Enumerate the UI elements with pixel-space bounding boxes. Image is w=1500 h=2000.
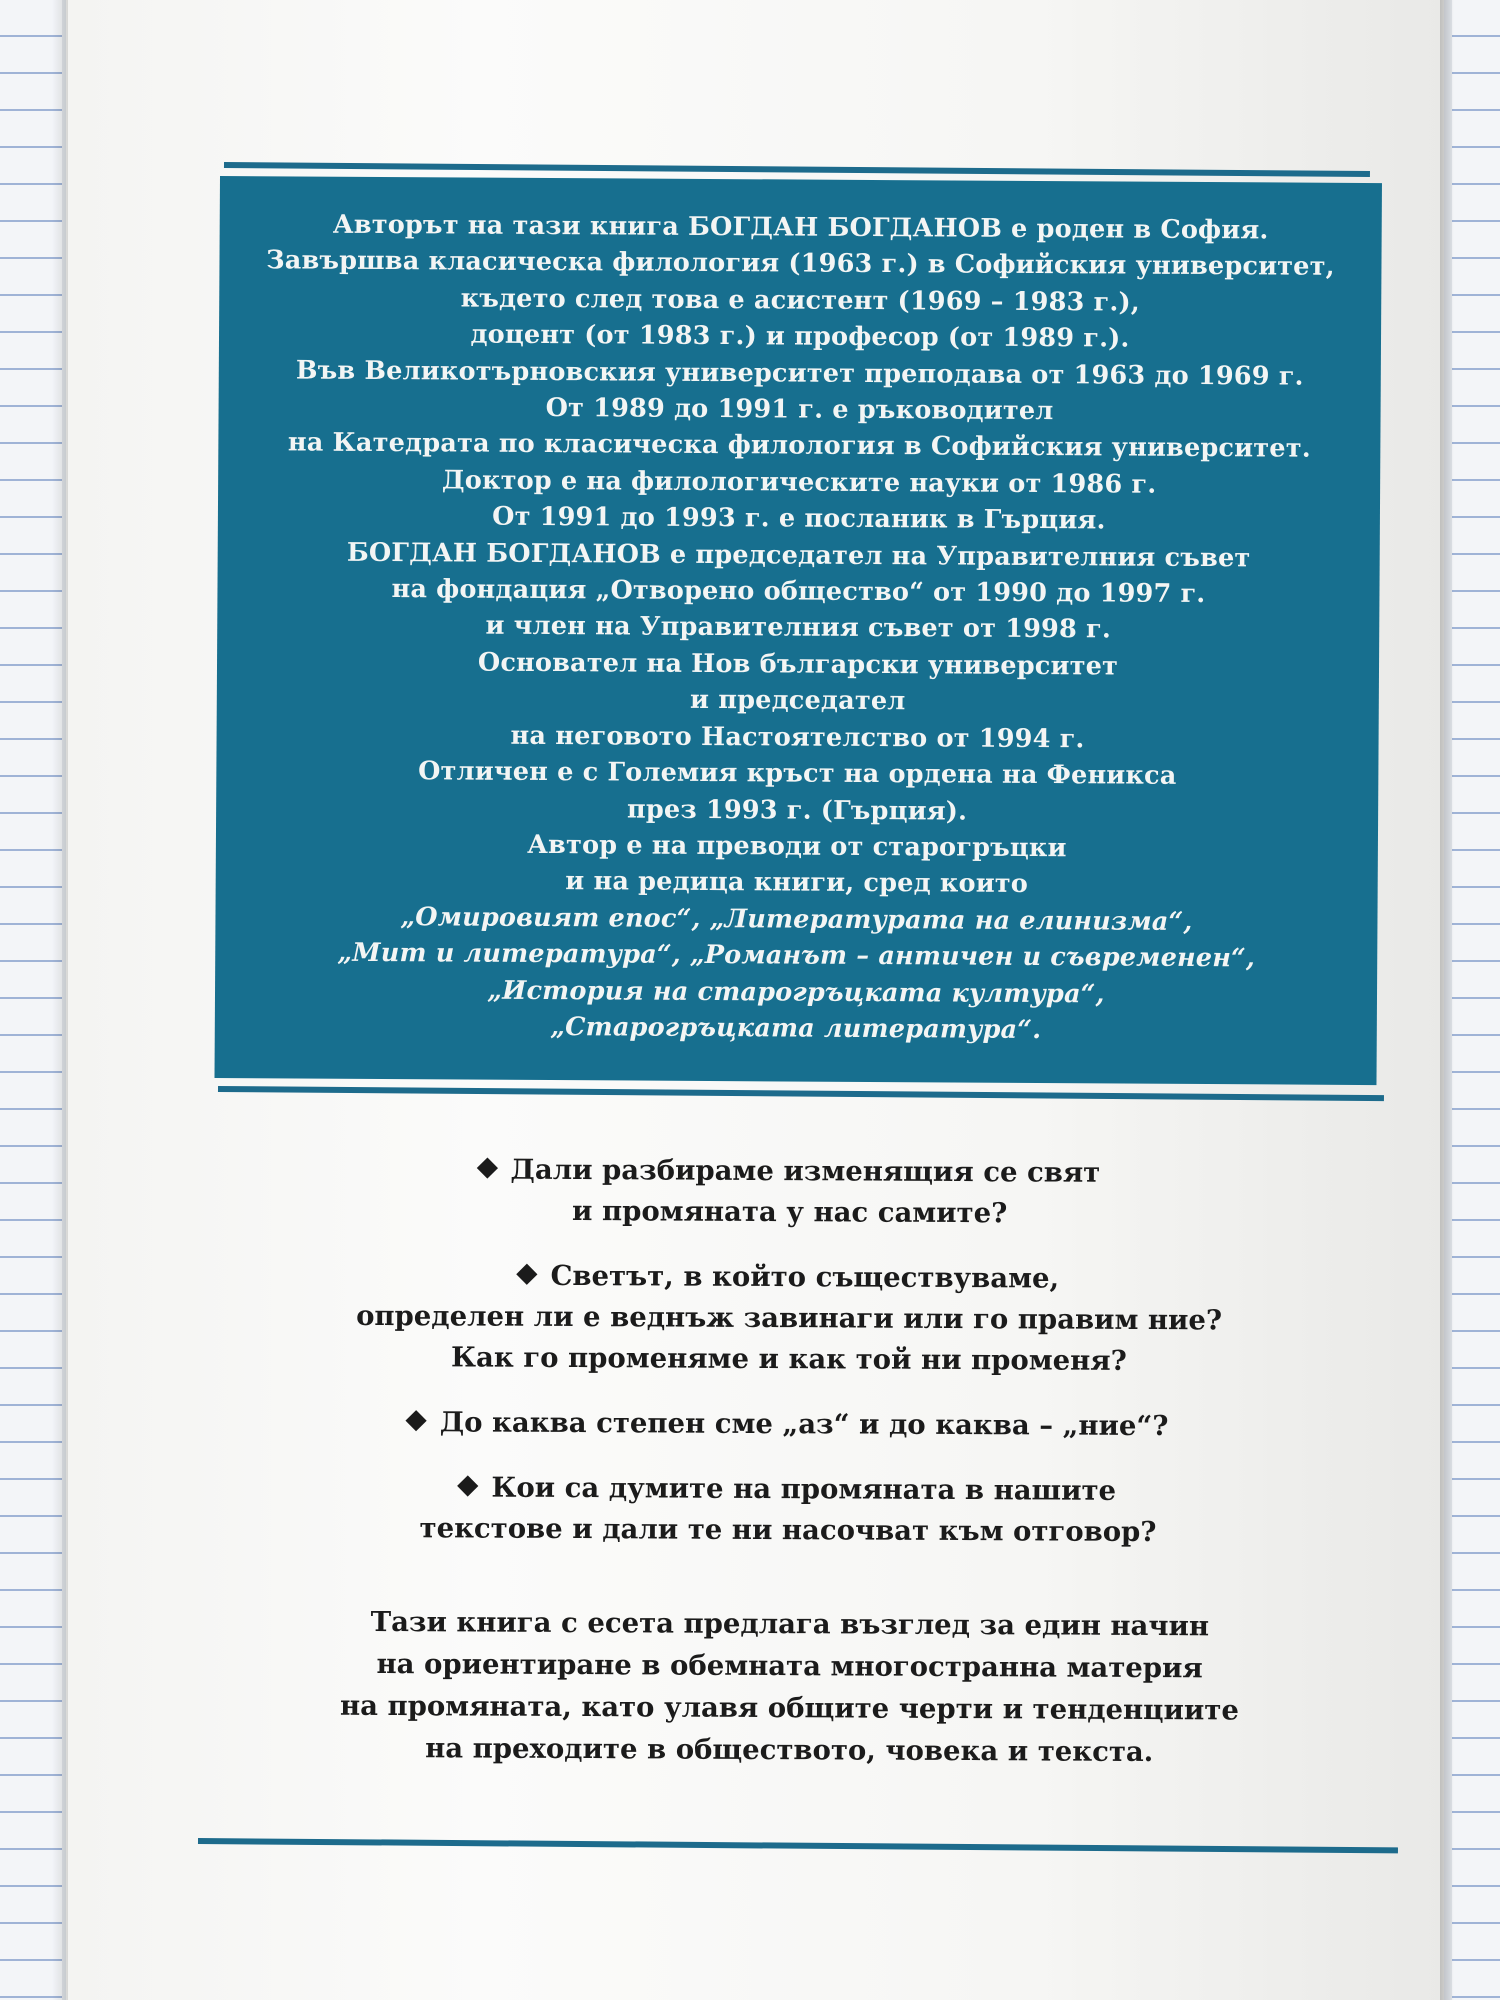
bio-line: Авторът на тази книга БОГДАН БОГДАНОВ е роден в София. (332, 209, 1269, 246)
question-text: Кои са думите на промяната в нашите (491, 1471, 1117, 1507)
question-text: Дали разбираме изменящия се свят (510, 1153, 1101, 1189)
question-line (189, 1254, 1389, 1301)
question-text: и промяната у нас самите? (571, 1195, 1008, 1230)
summary-line: на промяната, като улавя общите черти и тенденциите (339, 1689, 1239, 1727)
bio-line: „Старогръцката литература“. (550, 1011, 1042, 1045)
bio-line: Доктор е на филологическите науки от 1986 г. (441, 465, 1157, 500)
question-text: Светът, в който съществуваме, (550, 1259, 1060, 1295)
bio-line: на фондация „Отворено общество“ от 1990 до 1997 г. (391, 574, 1206, 610)
bio-line: Основател на Нов български университет (477, 647, 1119, 682)
summary-line: на ориентиране в обемната многостранна материя (376, 1647, 1203, 1685)
question-text: определен ли е веднъж завинаги или го правим ние? (356, 1299, 1223, 1337)
cover-edge-shadow-right (1440, 0, 1454, 2000)
notebook-paper-right (1452, 0, 1500, 2000)
question-item (190, 1148, 1390, 1236)
question-line (190, 1189, 1390, 1236)
bio-line: Отличен е с Големия кръст на ордена на Феникса (418, 756, 1177, 791)
book-summary (189, 1600, 1390, 1774)
author-bio-box (214, 176, 1381, 1085)
question-line (188, 1507, 1388, 1554)
diamond-bullet-icon (457, 1475, 478, 1496)
diamond-bullet-icon (516, 1264, 537, 1285)
bio-line: и председател (690, 685, 906, 717)
bio-line: БОГДАН БОГДАНОВ е председател на Управителния съвет (346, 537, 1251, 573)
bio-line: От 1989 до 1991 г. е ръководител (545, 393, 1054, 427)
bio-line: на Катедрата по класическа филология в Софийския университет. (287, 427, 1311, 465)
diamond-bullet-icon (406, 1410, 427, 1431)
bio-line: през 1993 г. (Гърция). (626, 793, 968, 827)
question-text: До каква степен сме „аз“ и до каква – „ние“? (439, 1406, 1169, 1443)
bio-line: доцент (от 1983 г.) и професор (от 1989 г.). (470, 319, 1130, 354)
question-line (188, 1466, 1388, 1513)
bio-line: Автор е на преводи от старогръцки (527, 829, 1067, 864)
question-line (189, 1295, 1389, 1342)
cover-edge-shadow-left (52, 0, 68, 2000)
question-item (189, 1254, 1390, 1383)
question-line (189, 1336, 1389, 1383)
diamond-bullet-icon (476, 1157, 497, 1178)
bio-line: „История на старогръцката култура“, (487, 975, 1105, 1009)
bio-line: Във Великотърновския университет преподава от 1963 до 1969 г. (295, 355, 1304, 392)
question-text: текстове и дали те ни насочват към отговор? (419, 1512, 1157, 1549)
bio-line: на неговото Настоятелство от 1994 г. (510, 720, 1085, 754)
bio-line: „Омировият епос“, „Литературата на елинизма“, (400, 901, 1193, 937)
questions-list (188, 1148, 1390, 1578)
bio-line: и на редица книги, сред които (565, 866, 1029, 900)
summary-line: на преходите в обществото, човека и текста. (425, 1732, 1154, 1769)
question-line (188, 1401, 1388, 1448)
question-line (190, 1148, 1390, 1195)
question-item (188, 1401, 1388, 1448)
bio-line: Завършва класическа филология (1963 г.) в Софийския университет, (266, 245, 1335, 283)
summary-line: Тази книга с есета предлага възглед за един начин (370, 1605, 1210, 1643)
question-item (188, 1466, 1388, 1554)
bio-line: и член на Управителния съвет от 1998 г. (485, 611, 1112, 645)
bio-line: „Мит и литература“, „Романът – античен и съвременен“, (337, 937, 1256, 974)
bio-line: където след това е асистент (1969 – 1983 г.), (460, 283, 1140, 318)
bio-line: От 1991 до 1993 г. е посланик в Гърция. (492, 501, 1106, 536)
question-text: Как го променяме и как той ни променя? (450, 1341, 1127, 1377)
